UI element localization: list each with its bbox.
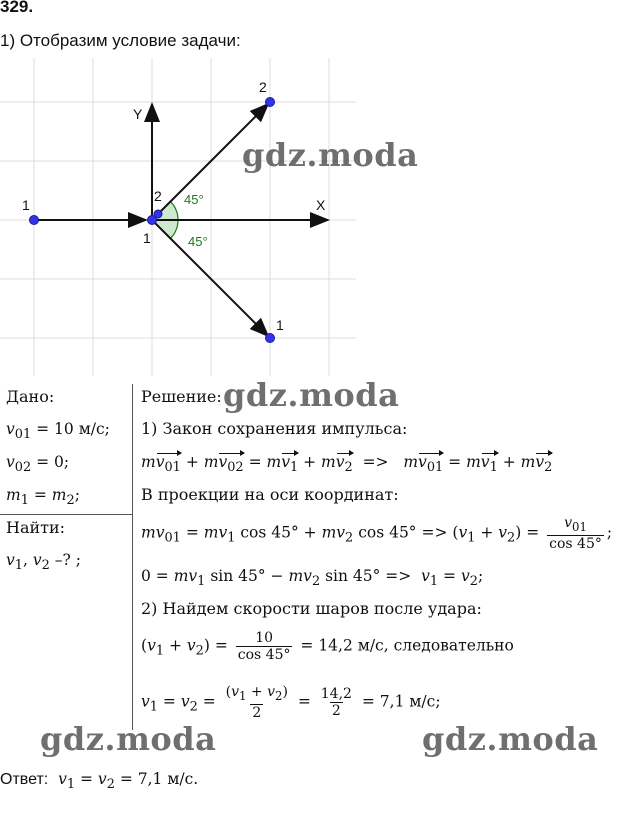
eq-y: $0 = mv_1$ $\sin 45^\circ - mv_2$ $\sin 45^\circ => v_1 = v_2$; (141, 567, 484, 590)
projection-label: В проекции на оси координат: (141, 485, 399, 504)
given-m: $m_1 = m_2$; (6, 486, 80, 509)
diagram (0, 58, 360, 376)
axis-y-label: Y (133, 106, 143, 122)
step1-label: 1) Отобразим условие задачи: (0, 31, 241, 50)
angle-bottom-label: 45° (188, 234, 208, 249)
point-top (266, 98, 275, 107)
point-left (30, 216, 39, 225)
find-title: Найти: (6, 518, 66, 537)
eq-sum: $(v_1 + v_2)$ = $\frac{10}{\cos 45^\circ}$ = 14,2 м/с, следовательно (141, 630, 514, 663)
axis-x-label: X (316, 197, 326, 213)
point-origin-label: 1 (143, 230, 151, 246)
problem-number: 329. (0, 0, 34, 16)
given-v01: $v_{01} = 10$ м/с; (6, 420, 110, 443)
eq-x: $mv_{01} = mv_1$ $\cos 45^\circ + mv_2$ $\cos 45^\circ => (v_1 + v_2)$ = $\frac{v_{01}}{\cos 45^\circ}$ ; (141, 515, 613, 552)
vector-ball-1 (152, 220, 268, 336)
point-left-label: 1 (22, 197, 30, 213)
given-title: Дано: (6, 387, 55, 406)
step2-label: 2) Найдем скорости шаров после удара: (141, 599, 482, 618)
eq-final: $v_1 = v_2$ = $\frac{(v_1 + v_2)}{2}$ = $\frac{14,2}{2}$ = 7,1 м/с; (141, 684, 441, 721)
watermark-4: gdz.moda (422, 720, 599, 758)
watermark-2: gdz.moda (223, 376, 400, 414)
find-values: $v_1$, $v_2$ –? ; (6, 551, 81, 574)
given-v02: $v_{02} = 0$; (6, 453, 70, 476)
point-origin-2 (154, 210, 162, 218)
given-divider (0, 514, 132, 515)
point-bottom (266, 334, 275, 343)
law-label: 1) Закон сохранения импульса: (141, 419, 408, 438)
angle-top-label: 45° (184, 192, 204, 207)
column-divider (132, 384, 133, 730)
watermark-1: gdz.moda (242, 136, 419, 174)
watermark-3: gdz.moda (40, 720, 217, 758)
solution-title: Решение: (141, 387, 222, 406)
point-bottom-label: 1 (276, 317, 284, 333)
answer: Ответ: $v_1 = v_2 = 7,1$ м/с. (0, 770, 199, 793)
eq-momentum: $mv_{01} + mv_{02} = mv_1 + mv_2 => mv_{01} = mv_1 + mv_2$ (141, 453, 553, 476)
point-top-label: 2 (259, 79, 267, 95)
point-origin2-label: 2 (154, 188, 162, 204)
